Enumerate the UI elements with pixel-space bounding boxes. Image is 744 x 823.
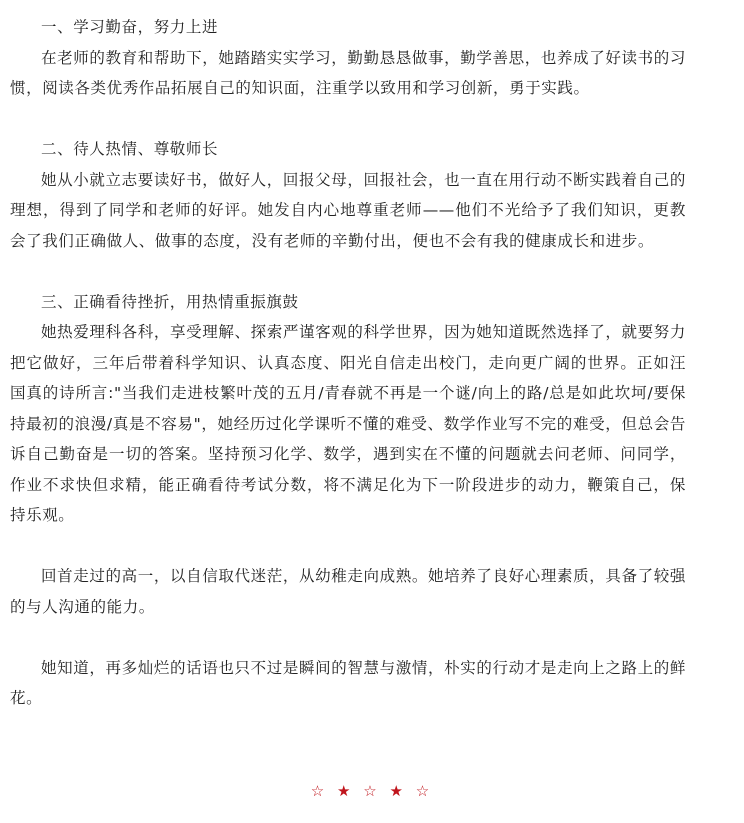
- filled-star-icon: ★: [337, 782, 355, 800]
- paragraph-gap: [10, 622, 686, 653]
- section-heading: 三、正确看待挫折，用热情重振旗鼓: [41, 292, 299, 311]
- paragraph-gap: [10, 531, 686, 562]
- section-heading: 二、待人热情、尊敬师长: [41, 140, 219, 158]
- filled-star-icon: ★: [389, 782, 407, 800]
- section-paragraph: 在老师的教育和帮助下，她踏踏实实学习，勤勤恳恳做事，勤学善思，也养成了好读书的习惯，阅读各类优秀作品拓展自己的知识面，注重学以致用和学习创新，勇于实践。: [10, 48, 686, 97]
- section-heading: 一、学习勤奋，努力上进: [41, 18, 219, 36]
- star-divider: [0, 782, 744, 800]
- section-2: [10, 134, 686, 256]
- closing-paragraph: 她知道，再多灿烂的话语也只不过是瞬间的智慧与激情，朴实的行动才是走向上之路上的鲜花。: [10, 658, 686, 707]
- section-paragraph: 她从小就立志要读好书，做好人，回报父母，回报社会，也一直在用行动不断实践着自己的理想，得到了同学和老师的好评。她发自内心地尊重老师——他们不光给予了我们知识，更教会了我们正确做人、做事的态度，没有老师的辛勤付出，便也不会有我的健康成长和进步。: [10, 170, 686, 250]
- section-3: [10, 287, 686, 531]
- outline-star-icon: ☆: [310, 782, 329, 800]
- section-1: [10, 12, 686, 104]
- outline-star-icon: ☆: [415, 782, 434, 800]
- section-paragraph: 她热爱理科各科，享受理解、探索严谨客观的科学世界，因为她知道既然选择了，就要努力把它做好，三年后带着科学知识、认真态度、阳光自信走出校门，走向更广阔的世界。正如汪国真的诗所言:"当我们走进枝繁叶茂的五月/青春就不再是一个谜/向上的路/总是如此坎坷/要保持最初的浪漫/真是不容易"，她经历过化学课听不懂的难受、数学作业写不完的难受，但总会告诉自己勤奋是一切的答案。坚持预习化学、数学，遇到实在不懂的问题就去问老师、问同学，作业不求快但求精，能正确看待考试分数，将不满足化为下一阶段进步的动力，鞭策自己，保持乐观。: [10, 323, 686, 524]
- paragraph-gap: [10, 256, 686, 287]
- outline-star-icon: ☆: [363, 782, 381, 800]
- article-body: [10, 12, 686, 714]
- closing-paragraph: 回首走过的高一，以自信取代迷茫，从幼稚走向成熟。她培养了良好心理素质，具备了较强的与人沟通的能力。: [10, 567, 686, 616]
- paragraph-gap: [10, 104, 686, 135]
